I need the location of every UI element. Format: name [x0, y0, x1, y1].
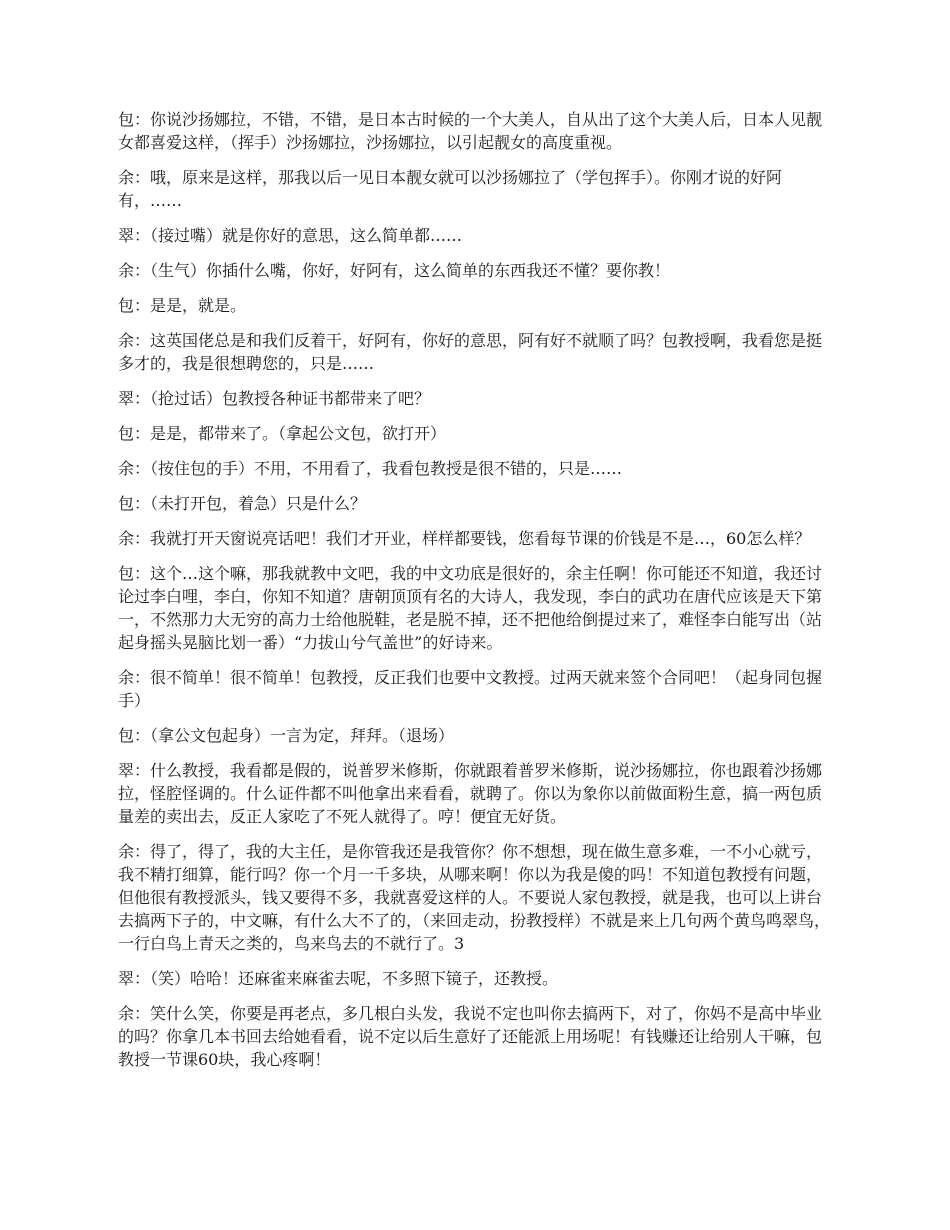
dialogue-paragraph: 包：是是，就是。 — [118, 296, 247, 315]
dialogue-paragraph: 包：你说沙扬娜拉，不错，不错，是日本古时候的一个大美人，自从出了这个大美人后，日本人见靓女都喜爱这样，（挥手）沙扬娜拉，沙扬娜拉，以引起靓女的高度重视。 — [118, 110, 823, 152]
dialogue-paragraph: 余：（生气）你插什么嘴，你好，好阿有，这么简单的东西我还不懂？要你教！ — [118, 261, 671, 280]
dialogue-paragraph: 余：（按住包的手）不用，不用看了，我看包教授是很不错的，只是…… — [118, 459, 623, 478]
dialogue-paragraph: 包：是是，都带来了。（拿起公文包，欲打开） — [118, 424, 447, 443]
dialogue-paragraph: 翠：（抢过话）包教授各种证书都带来了吧？ — [118, 389, 431, 408]
dialogue-paragraph: 余：得了，得了，我的大主任，是你管我还是我管你？你不想想，现在做生意多难，一不小心就亏，我不精打细算，能行吗？你一个月一千多块，从哪来啊！你以为我是傻的吗！不知道包教授有问题，但他很有教授派头，钱又要得不多，我就喜爱这样的人。不要说人家包教授，就是我，也可以上讲台去搞两下子的，中文嘛，有什么大不了的，（来回走动，扮教授样）不就是来上几句两个黄鸟鸣翠鸟，一行白鸟上青天之类的，鸟来鸟去的不就行了。3 — [118, 842, 831, 953]
dialogue-paragraph: 翠：（笑）哈哈！还麻雀来麻雀去呢，不多照下镜子，还教授。 — [118, 969, 559, 988]
dialogue-paragraph: 包：（拿公文包起身）一言为定，拜拜。（退场） — [118, 726, 455, 745]
dialogue-paragraph: 余：哦，原来是这样，那我以后一见日本靓女就可以沙扬娜拉了（学包挥手）。你刚才说的好阿有，…… — [118, 168, 783, 210]
dialogue-paragraph: 包：这个…这个嘛，那我就教中文吧，我的中文功底是很好的，余主任啊！你可能还不知道，我还讨论过李白哩，李白，你知不知道？唐朝顶顶有名的大诗人，我发现，李白的武功在唐代应该是天下第一，不然那力大无穷的高力士给他脱鞋，老是脱不掉，还不把他给倒提过来了，难怪李白能写出（站起身摇头晃脑比划一番）“力拔山兮气盖世”的好诗来。 — [118, 564, 823, 652]
dialogue-paragraph: 余：笑什么笑，你要是再老点，多几根白头发，我说不定也叫你去搞两下，对了，你妈不是高中毕业的吗？你拿几本书回去给她看看，说不定以后生意好了还能派上用场呢！有钱赚还让给别人干嘛，包教授一节课60块，我心疼啊！ — [118, 1004, 823, 1069]
dialogue-paragraph: 余：我就打开天窗说亮话吧！我们才开业，样样都要钱，您看每节课的价钱是不是…，60怎么样？ — [118, 529, 811, 548]
dialogue-paragraph: 翠：什么教授，我看都是假的，说普罗米修斯，你就跟着普罗米修斯，说沙扬娜拉，你也跟着沙扬娜拉，怪腔怪调的。什么证件都不叫他拿出来看看，就聘了。你以为象你以前做面粉生意，搞一两包质量差的卖出去，反正人家吃了不死人就得了。哼！便宜无好货。 — [118, 761, 823, 826]
dialogue-paragraph: 翠：（接过嘴）就是你好的意思，这么简单都…… — [118, 226, 463, 245]
dialogue-paragraph: 余：这英国佬总是和我们反着干，好阿有，你好的意思，阿有好不就顺了吗？包教授啊，我看您是挺多才的，我是很想聘您的，只是…… — [118, 331, 823, 373]
dialogue-paragraph: 包：（未打开包，着急）只是什么？ — [118, 494, 367, 513]
dialogue-paragraph: 余：很不简单！很不简单！包教授，反正我们也要中文教授。过两天就来签个合同吧！（起身同包握手） — [118, 668, 823, 710]
